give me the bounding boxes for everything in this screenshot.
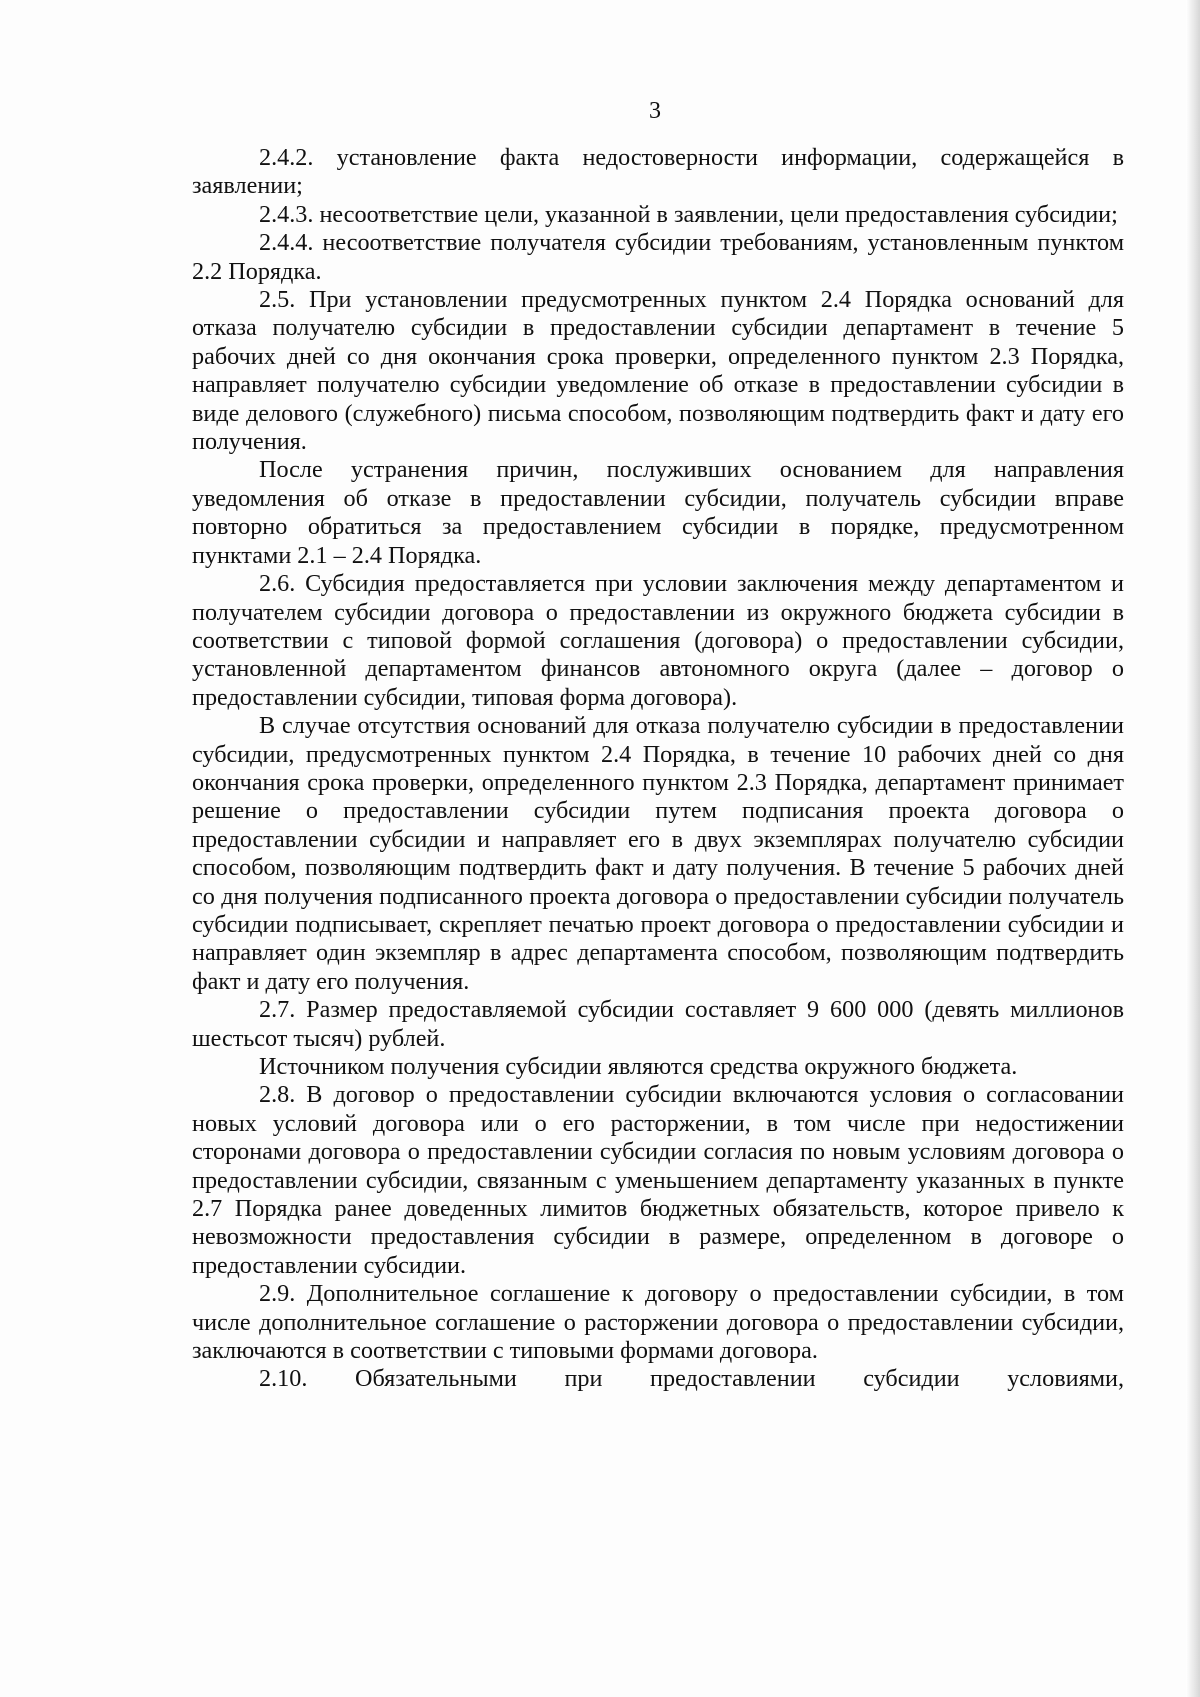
paragraph-2-4-2: 2.4.2. установление факта недостоверности информации, содержащейся в заявлении;: [192, 144, 1124, 200]
paragraph-2-7: 2.7. Размер предоставляемой субсидии составляет 9 600 000 (девять миллионов шестьсот тысяч) рублей.: [192, 996, 1124, 1052]
paragraph-2-4-3: 2.4.3. несоответствие цели, указанной в заявлении, цели предоставления субсидии;: [259, 200, 1118, 228]
page-number: 3: [649, 98, 661, 124]
paragraph-2-5: 2.5. При установлении предусмотренных пунктом 2.4 Порядка оснований для отказа получателю субсидии в предоставлении субсидии департамент в течение 5 рабочих дней со дня окончания срока проверки, определенного пунктом 2.3 Порядка, направляет получателю субсидии уведомление об отказе в предоставлении субсидии в виде делового (служебного) письма способом, позволяющим подтвердить факт и дату его получения.: [192, 286, 1124, 456]
paragraph-2-6: 2.6. Субсидия предоставляется при условии заключения между департаментом и получателем субсидии договора о предоставлении из окружного бюджета субсидии в соответствии с типовой формой соглашения (договора) о предоставлении субсидии, установленной департаментом финансов автономного округа (далее – договор о предоставлении субсидии, типовая форма договора).: [192, 570, 1124, 711]
paragraph-2-5-continued: После устранения причин, послуживших основанием для направления уведомления об отказе в предоставлении субсидии, получатель субсидии вправе повторно обратиться за предоставлением субсидии в порядке, предусмотренном пунктами 2.1 – 2.4 Порядка.: [192, 456, 1124, 569]
paragraph-2-4-4: 2.4.4. несоответствие получателя субсидии требованиям, установленным пунктом 2.2 Порядка.: [192, 229, 1124, 285]
document-body: [192, 144, 1124, 1394]
paragraph-2-7-source: Источником получения субсидии являются средства окружного бюджета.: [259, 1053, 1018, 1080]
paragraph-2-6-continued: В случае отсутствия оснований для отказа получателю субсидии в предоставлении субсидии, предусмотренных пунктом 2.4 Порядка, в течение 10 рабочих дней со дня окончания срока проверки, определенного пунктом 2.3 Порядка, департамент принимает решение о предоставлении субсидии путем подписания проекта договора о предоставлении субсидии и направляет его в двух экземплярах получателю субсидии способом, позволяющим подтвердить факт и дату получения. В течение 5 рабочих дней со дня получения подписанного проекта договора о предоставлении субсидии получатель субсидии подписывает, скрепляет печатью проект договора о предоставлении субсидии и направляет один экземпляр в адрес департамента способом, позволяющим подтвердить факт и дату его получения.: [192, 712, 1124, 995]
page-edge-shadow: [1186, 0, 1200, 1697]
paragraph-2-9: 2.9. Дополнительное соглашение к договору о предоставлении субсидии, в том числе дополнительное соглашение о расторжении договора о предоставлении субсидии, заключаются в соответствии с типовыми формами договора.: [192, 1280, 1124, 1365]
paragraph-2-10: 2.10. Обязательными при предоставлении субсидии условиями,: [259, 1365, 1124, 1393]
paragraph-2-8: 2.8. В договор о предоставлении субсидии включаются условия о согласовании новых условий договора или о его расторжении, в том числе при недостижении сторонами договора о предоставлении субсидии согласия по новым условиям договора о предоставлении субсидии, связанным с уменьшением департаменту указанных в пункте 2.7 Порядка ранее доведенных лимитов бюджетных обязательств, которое привело к невозможности предоставления субсидии в размере, определенном в договоре о предоставлении субсидии.: [192, 1081, 1124, 1279]
